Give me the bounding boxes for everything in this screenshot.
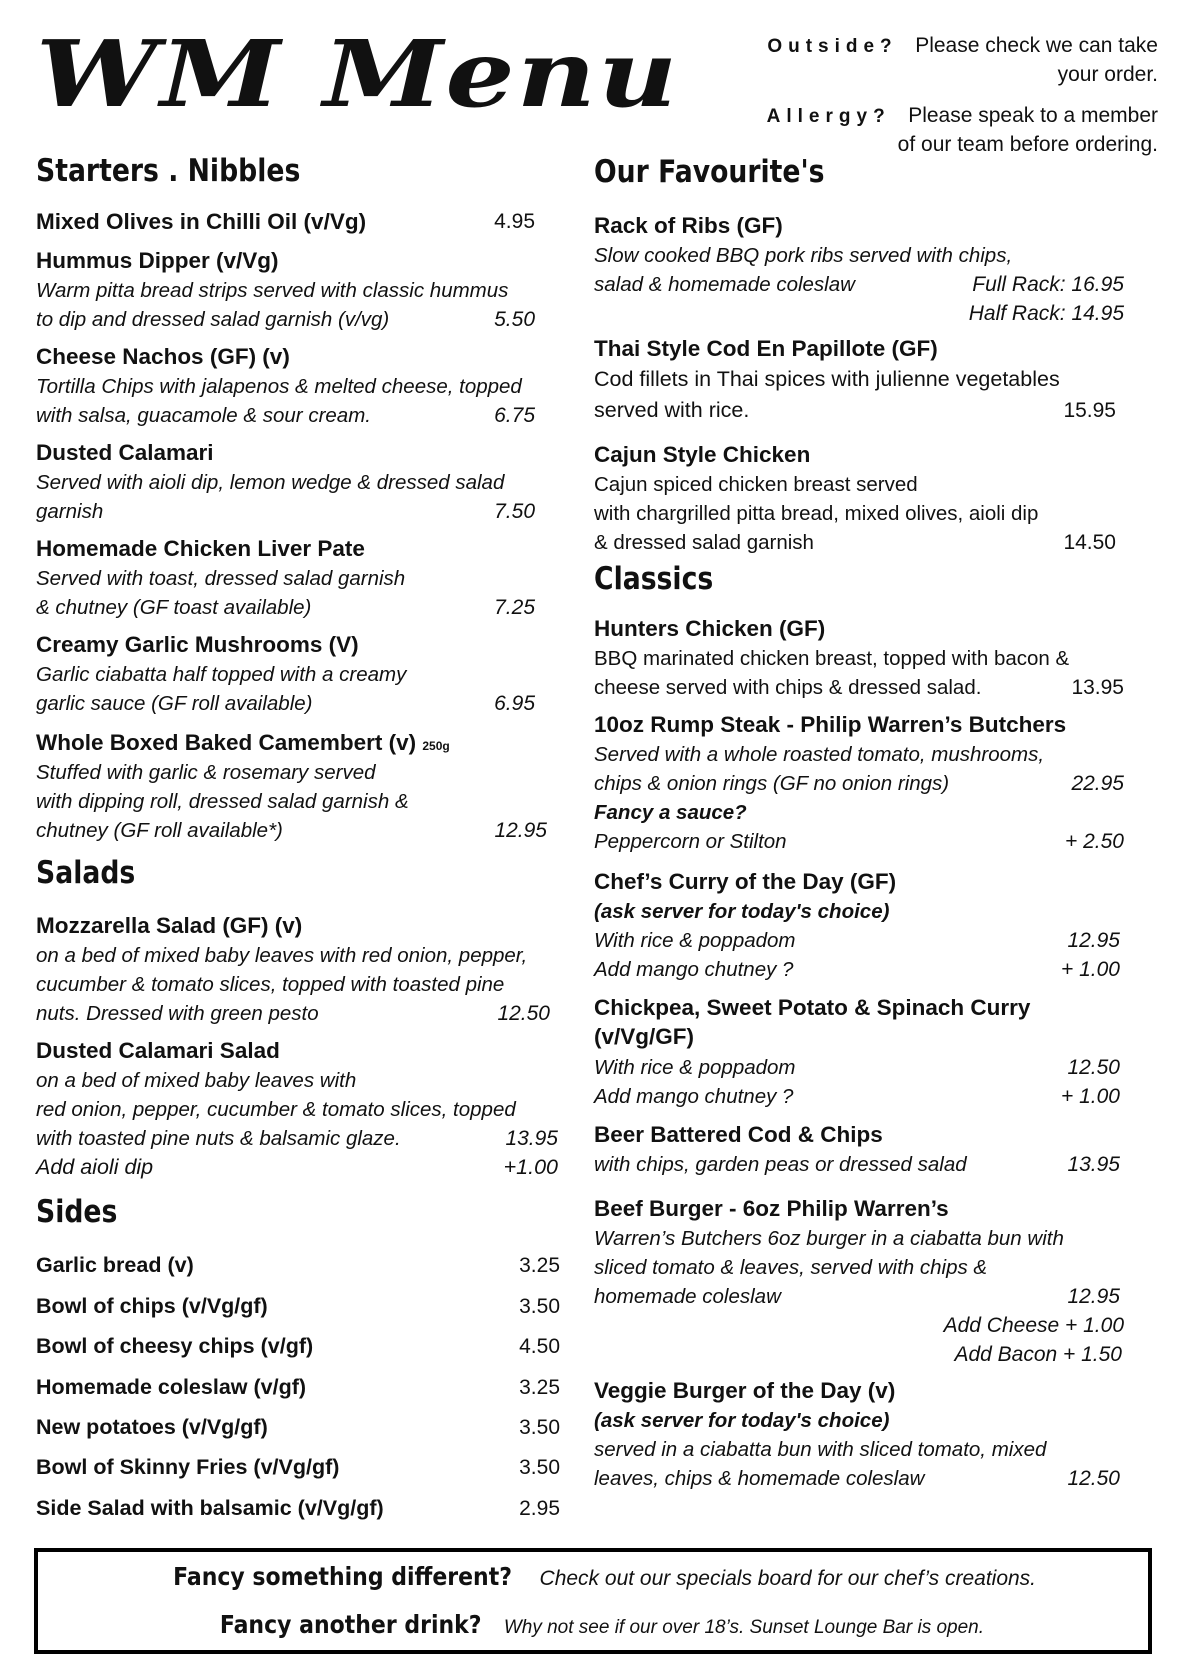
fish-name: Beer Battered Cod & Chips: [594, 1122, 883, 1147]
camembert-desc-1: Stuffed with garlic & rosemary served: [36, 761, 376, 784]
veggie-desc-1: served in a ciabatta bun with sliced tomato, mixed: [594, 1438, 1047, 1461]
pate-desc-1: Served with toast, dressed salad garnish: [36, 567, 406, 590]
allergy-text-2: of our team before ordering.: [897, 133, 1158, 156]
sides-heading: Sides: [36, 1194, 118, 1230]
hummus-desc-1: Warm pitta bread strips served with classic hummus: [36, 279, 509, 302]
calamari-salad-name: Dusted Calamari Salad: [36, 1038, 280, 1063]
cajun-name: Cajun Style Chicken: [594, 442, 811, 467]
footer-line-1-bold: Fancy something different?: [173, 1562, 512, 1591]
cod-price: 15.95: [1063, 399, 1116, 422]
camembert-desc-3: chutney (GF roll available*): [36, 819, 283, 842]
allergy-text-1: Please speak to a member: [908, 104, 1158, 127]
ribs-name: Rack of Ribs (GF): [594, 213, 783, 238]
chickpea-name-1: Chickpea, Sweet Potato & Spinach Curry: [594, 995, 1031, 1020]
burger-desc-1: Warren’s Butchers 6oz burger in a ciabatta bun with: [594, 1227, 1064, 1250]
side-price: 3.25: [519, 1376, 560, 1399]
side-item: Garlic bread (v): [36, 1253, 194, 1277]
side-price: 3.50: [519, 1295, 560, 1318]
fish-desc: with chips, garden peas or dressed salad: [594, 1153, 967, 1176]
mushrooms-price: 6.95: [494, 692, 535, 715]
burger-desc-3: homemade coleslaw: [594, 1285, 781, 1308]
fish-price: 13.95: [1067, 1153, 1120, 1176]
classics-heading: Classics: [594, 561, 714, 597]
allergy-notice: [638, 102, 1158, 159]
curry-mango: Add mango chutney ?: [594, 958, 794, 981]
burger-desc-2: sliced tomato & leaves, served with chips &: [594, 1256, 988, 1279]
olives-name: Mixed Olives in Chilli Oil (v/Vg): [36, 209, 367, 234]
outside-text-2: your order.: [1057, 63, 1158, 86]
starters-heading: Starters . Nibbles: [36, 153, 301, 189]
sauce-label: Fancy a sauce?: [594, 801, 747, 824]
side-item: Homemade coleslaw (v/gf): [36, 1375, 307, 1399]
steak-desc-1: Served with a whole roasted tomato, mushrooms,: [594, 743, 1045, 766]
mozzarella-desc-1: on a bed of mixed baby leaves with red onion, pepper,: [36, 944, 528, 967]
ribs-desc-1: Slow cooked BBQ pork ribs served with chips,: [594, 244, 1013, 267]
footer-line-2: [38, 1610, 1148, 1639]
ribs-half-price: Half Rack: 14.95: [968, 302, 1124, 325]
footer-line-1: [38, 1562, 1148, 1591]
cod-name: Thai Style Cod En Papillote (GF): [594, 336, 938, 361]
cod-desc-2: served with rice.: [594, 398, 750, 422]
calamari-name: Dusted Calamari: [36, 440, 214, 465]
side-price: 4.50: [519, 1335, 560, 1358]
nachos-price: 6.75: [494, 404, 535, 427]
salads-heading: Salads: [36, 855, 136, 891]
outside-notice: [638, 32, 1158, 89]
burger-name: Beef Burger - 6oz Philip Warren’s: [594, 1196, 949, 1221]
curry-note: (ask server for today's choice): [594, 900, 890, 923]
side-item: New potatoes (v/Vg/gf): [36, 1415, 268, 1439]
calamari-salad-price: 13.95: [505, 1127, 558, 1150]
veggie-name: Veggie Burger of the Day (v): [594, 1378, 896, 1403]
side-price: 3.50: [519, 1456, 560, 1479]
pate-desc-2: & chutney (GF toast available): [36, 596, 312, 619]
ribs-desc-2: salad & homemade coleslaw: [594, 273, 855, 296]
allergy-label: Allergy?: [766, 106, 891, 127]
camembert-name: [36, 729, 450, 760]
hunters-name: Hunters Chicken (GF): [594, 616, 826, 641]
side-item: Bowl of chips (v/Vg/gf): [36, 1294, 268, 1318]
outside-label: Outside?: [767, 36, 898, 57]
sauce-desc: Peppercorn or Stilton: [594, 830, 787, 853]
cajun-desc-3: & dressed salad garnish: [594, 531, 814, 554]
menu-title: WM Menu: [36, 20, 680, 128]
camembert-price: 12.95: [494, 819, 547, 842]
side-item: Side Salad with balsamic (v/Vg/gf): [36, 1496, 384, 1520]
veggie-price: 12.50: [1067, 1467, 1120, 1490]
burger-cheese: Add Cheese + 1.00: [943, 1314, 1124, 1337]
cajun-price: 14.50: [1063, 531, 1116, 554]
veggie-desc-2: leaves, chips & homemade coleslaw: [594, 1467, 925, 1490]
mozzarella-name: Mozzarella Salad (GF) (v): [36, 913, 303, 938]
footer-line-2-bold: Fancy another drink?: [219, 1610, 482, 1639]
mozzarella-desc-2: cucumber & tomato slices, topped with toasted pine: [36, 973, 505, 996]
calamari-desc-1: Served with aioli dip, lemon wedge & dressed salad: [36, 471, 505, 494]
curry-price: 12.95: [1067, 929, 1120, 952]
nachos-desc-1: Tortilla Chips with jalapenos & melted cheese, topped: [36, 375, 522, 398]
hunters-desc-2: cheese served with chips & dressed salad.: [594, 676, 982, 699]
steak-name: 10oz Rump Steak - Philip Warren’s Butchers: [594, 712, 1067, 737]
chickpea-mango-price: + 1.00: [1061, 1085, 1120, 1108]
footer-box: [34, 1548, 1152, 1654]
mushrooms-desc-1: Garlic ciabatta half topped with a creamy: [36, 663, 407, 686]
camembert-size: 250g: [422, 739, 450, 753]
cajun-desc-1: Cajun spiced chicken breast served: [594, 473, 918, 496]
chickpea-name-2: (v/Vg/GF): [594, 1024, 694, 1049]
mozzarella-desc-3: nuts. Dressed with green pesto: [36, 1002, 319, 1025]
footer-line-1-text: Check out our specials board for our chef’s creations.: [539, 1567, 1037, 1590]
hummus-name: Hummus Dipper (v/Vg): [36, 248, 279, 273]
hummus-desc-2: to dip and dressed salad garnish (v/vg): [36, 308, 390, 331]
chickpea-price: 12.50: [1067, 1056, 1120, 1079]
ribs-full-price: Full Rack: 16.95: [972, 273, 1124, 296]
footer-line-2-text: Why not see if our over 18’s. Sunset Lounge Bar is open.: [503, 1617, 985, 1638]
calamari-desc-2: garnish: [36, 500, 104, 523]
calamari-salad-desc-1: on a bed of mixed baby leaves with: [36, 1069, 357, 1092]
camembert-desc-2: with dipping roll, dressed salad garnish &: [36, 790, 409, 813]
mozzarella-price: 12.50: [497, 1002, 550, 1025]
curry-rice: With rice & poppadom: [594, 929, 796, 952]
nachos-desc-2: with salsa, guacamole & sour cream.: [36, 404, 371, 427]
mushrooms-desc-2: garlic sauce (GF roll available): [36, 692, 313, 715]
hummus-price: 5.50: [494, 308, 535, 331]
favourites-heading: Our Favourite's: [594, 154, 825, 190]
side-price: 3.50: [519, 1416, 560, 1439]
curry-mango-price: + 1.00: [1061, 958, 1120, 981]
aioli-price: +1.00: [503, 1155, 558, 1179]
calamari-salad-desc-2: red onion, pepper, cucumber & tomato slices, topped: [36, 1098, 516, 1121]
calamari-salad-desc-3: with toasted pine nuts & balsamic glaze.: [36, 1127, 401, 1150]
cod-desc-1: Cod fillets in Thai spices with julienne vegetables: [594, 367, 1060, 391]
camembert-name-text: Whole Boxed Baked Camembert (v): [36, 730, 417, 755]
nachos-name: Cheese Nachos (GF) (v): [36, 344, 290, 369]
mushrooms-name: Creamy Garlic Mushrooms (V): [36, 632, 359, 657]
steak-desc-2: chips & onion rings (GF no onion rings): [594, 772, 950, 795]
steak-price: 22.95: [1071, 772, 1124, 795]
side-price: 2.95: [519, 1497, 560, 1520]
side-item: Bowl of Skinny Fries (v/Vg/gf): [36, 1455, 340, 1479]
outside-text-1: Please check we can take: [915, 34, 1158, 57]
cajun-desc-2: with chargrilled pitta bread, mixed olives, aioli dip: [594, 502, 1039, 525]
pate-price: 7.25: [494, 596, 535, 619]
veggie-note: (ask server for today's choice): [594, 1409, 890, 1432]
chickpea-mango: Add mango chutney ?: [594, 1085, 794, 1108]
sauce-price: + 2.50: [1065, 830, 1124, 853]
hunters-price: 13.95: [1071, 676, 1124, 699]
pate-name: Homemade Chicken Liver Pate: [36, 536, 365, 561]
calamari-price: 7.50: [494, 500, 535, 523]
side-price: 3.25: [519, 1254, 560, 1277]
burger-price: 12.95: [1067, 1285, 1120, 1308]
curry-name: Chef’s Curry of the Day (GF): [594, 869, 897, 894]
side-item: Bowl of cheesy chips (v/gf): [36, 1334, 314, 1358]
hunters-desc-1: BBQ marinated chicken breast, topped with bacon &: [594, 647, 1070, 670]
olives-price: 4.95: [494, 210, 535, 233]
chickpea-rice: With rice & poppadom: [594, 1056, 796, 1079]
burger-bacon: Add Bacon + 1.50: [954, 1343, 1122, 1366]
aioli-label: Add aioli dip: [36, 1155, 154, 1179]
